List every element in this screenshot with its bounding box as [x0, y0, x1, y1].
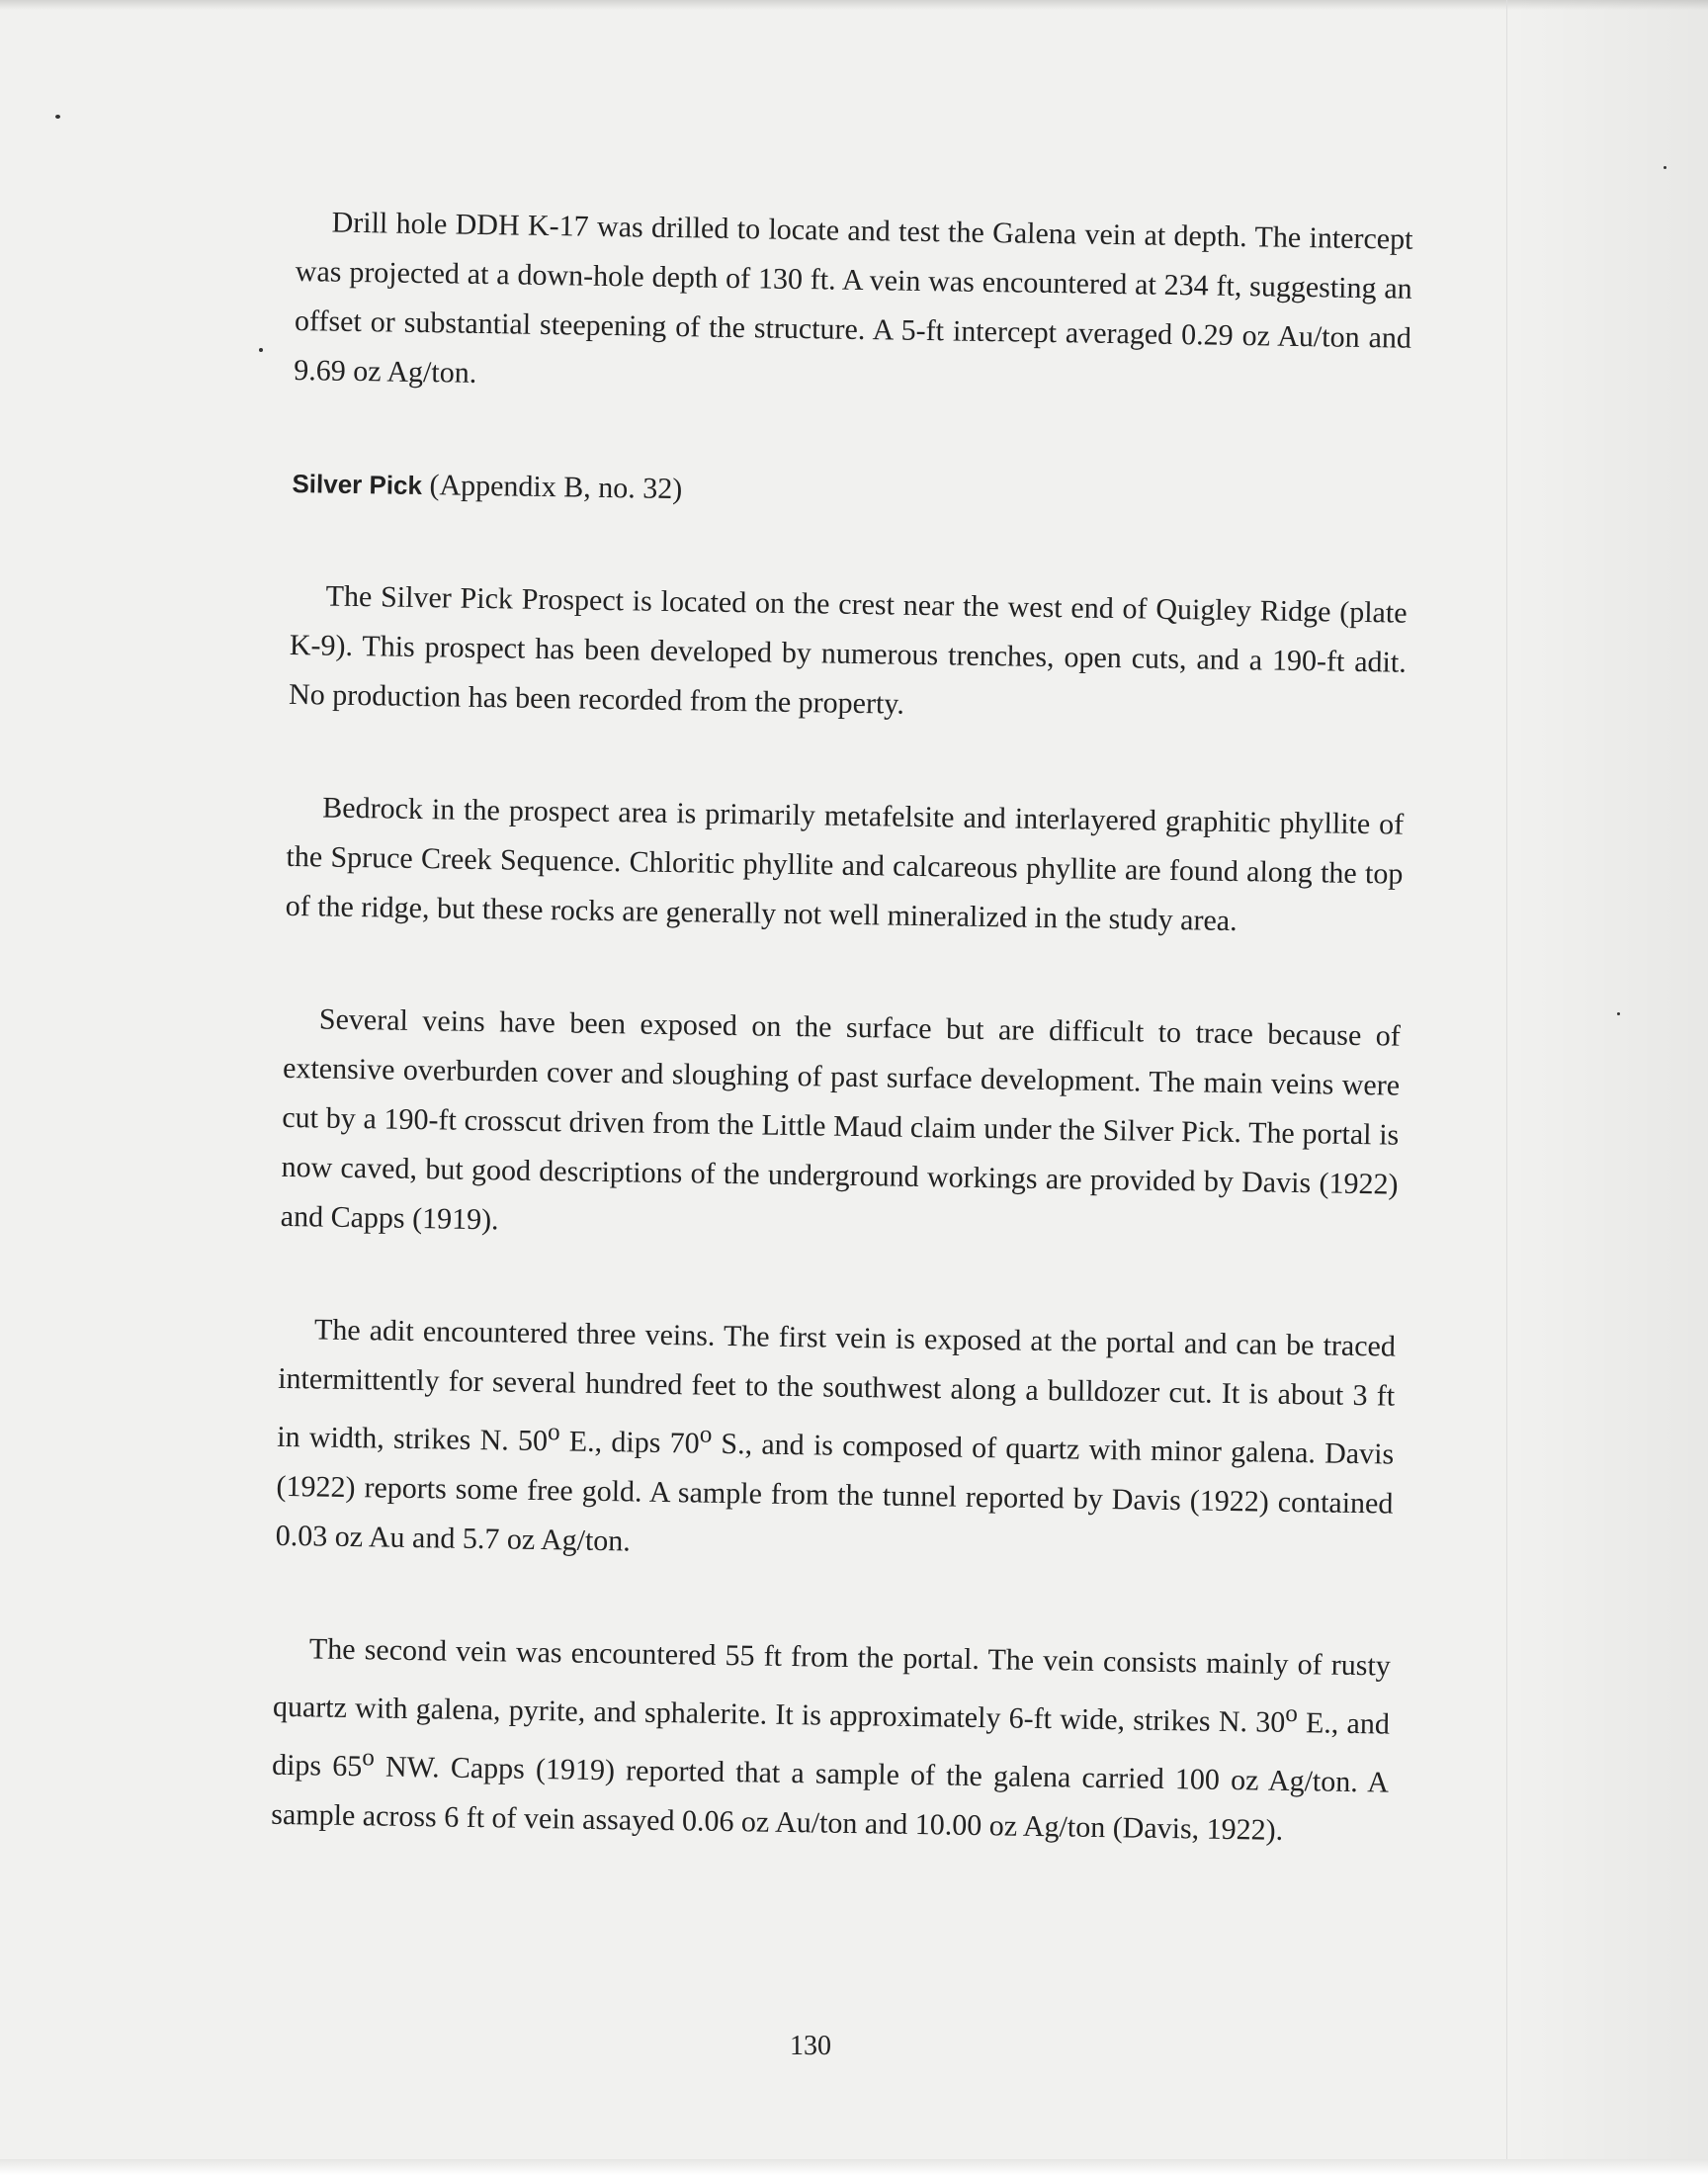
paragraph-drill-hole: Drill hole DDH K-17 was drilled to locate and test the Galena vein at depth. The intercept was projected at a down-hole depth of 130 ft. A vein was encountered at 234 ft, suggesting an offset or substantial steepening of the structure. A 5-ft intercept averaged 0.29 oz Au/ton and 9.69 oz Ag/ton. — [293, 206, 1413, 390]
degree-mark: o — [1285, 1699, 1299, 1728]
text-run: S., and is composed of quartz with minor galena. Davis (1922) reports some free gold. A sample from the tunnel reported by Davis (1922) contained 0.03 oz Au and 5.7 oz Ag/ton. — [275, 1427, 1395, 1558]
degree-mark: o — [699, 1421, 713, 1448]
scan-right-line — [1506, 0, 1507, 2175]
paragraph-first-vein — [275, 1305, 1396, 1579]
section-heading — [292, 459, 1409, 526]
scan-speck — [259, 348, 263, 352]
degree-mark: o — [362, 1744, 376, 1772]
scan-speck — [1664, 166, 1666, 169]
text-run: The adit encountered three veins. The first vein is exposed at the portal and can be traced intermittently for several hundred feet to the southwest along a bulldozer cut. It is about 3 ft in width, strikes N. 50 — [277, 1313, 1397, 1458]
paragraph-second-vein — [271, 1624, 1391, 1858]
degree-mark: o — [547, 1419, 560, 1446]
scan-right-shadow — [1510, 0, 1708, 2175]
scan-top-edge — [0, 0, 1708, 10]
paragraph-veins: Several veins have been exposed on the surface but are difficult to trace because of extensive overburden cover and sloughing of past surface development. The main veins were cut by a 190-ft crosscut driven from the Little Maud claim under the Silver Pick. The portal is now caved, but good descriptions of the underground workings are provided by Davis (1922) and Capps (1919). — [280, 1002, 1402, 1237]
page-number: 130 — [790, 2031, 831, 2061]
scan-speck — [55, 115, 60, 119]
text-run: The second vein was encountered 55 ft from the portal. The vein consists mainly of rusty quartz with galena, pyrite, and sphalerite. It is approximately 6-ft wide, strikes N. 30 — [272, 1632, 1392, 1739]
paragraph-bedrock: Bedrock in the prospect area is primarily metafelsite and interlayered graphitic phyllite of the Spruce Creek Sequence. Chloritic phyllite and calcareous phyllite are found along the top of the ridge, but these rocks are generally not well mineralized in the study area. — [285, 791, 1405, 938]
text-run: E., dips 70 — [559, 1425, 700, 1460]
section-reference: (Appendix B, no. 32) — [429, 469, 683, 506]
section-title: Silver Pick — [292, 468, 423, 501]
text-run: E., and dips 65 — [271, 1706, 1391, 1784]
text-run: NW. Capps (1919) reported that a sample of the galena carried 100 oz Ag/ton. A sample across 6 ft of vein assayed 0.06 oz Au/ton and 10.00 oz Ag/ton (Davis, 1922). — [271, 1750, 1390, 1847]
scan-speck — [1617, 1012, 1620, 1015]
paragraph-prospect-location: The Silver Pick Prospect is located on the crest near the west end of Quigley Ridge (plate K-9). This prospect has been developed by numerous trenches, open cuts, and a 190-ft adit. No production has been recorded from the property. — [288, 579, 1408, 721]
body-text — [270, 198, 1413, 1921]
scan-bottom-edge — [0, 2159, 1708, 2175]
